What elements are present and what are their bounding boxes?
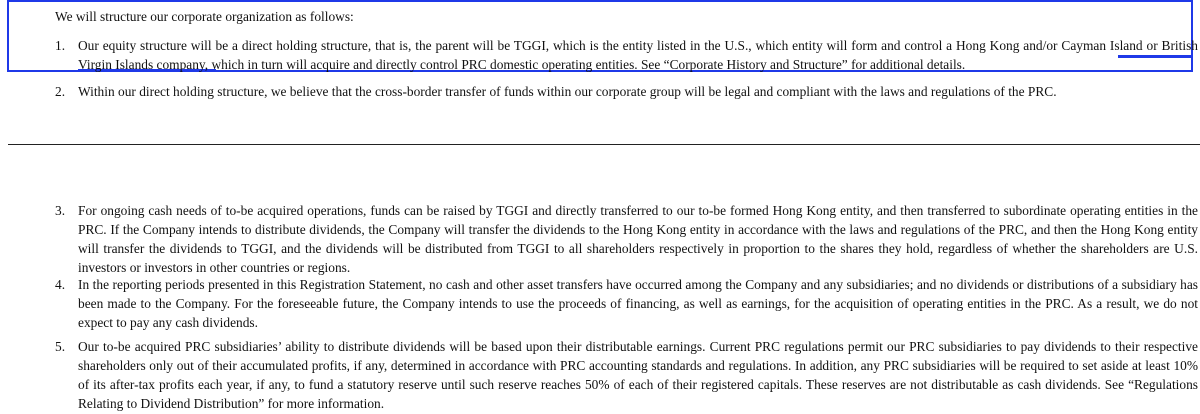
intro-text: We will structure our corporate organization as follows: bbox=[55, 9, 354, 24]
list-item-3 bbox=[55, 201, 1198, 277]
list-item-number: 4. bbox=[55, 277, 66, 292]
list-item-text: Within our direct holding structure, we believe that the cross-border transfer of funds within our corporate group will be legal and compliant with the laws and regulations of the PRC. bbox=[78, 84, 1057, 99]
list-item-text: In the reporting periods presented in this Registration Statement, no cash and other asset transfers have occurred among the Company and any subsidiaries; and no dividends or distributions of a subsidiary has been made to the Company. For the foreseeable future, the Company intends to use the proceeds of financing, as well as earnings, for the acquisition of operating entities in the PRC. As a result, we do not expect to pay any cash dividends. bbox=[78, 277, 1198, 330]
list-item-number: 2. bbox=[55, 84, 66, 99]
page-break-divider bbox=[8, 144, 1200, 145]
list-item-text: Our to-be acquired PRC subsidiaries’ ability to distribute dividends will be based upon their distributable earnings. Current PRC regulations permit our PRC subsidiaries to pay dividends to their respective shareholders only out of their accumulated profits, if any, determined in accordance with PRC accounting standards and regulations. In addition, any PRC subsidiaries will be required to set aside at least 10% of its after-tax profits each year, if any, to fund a statutory reserve until such reserve reaches 50% of each of their registered capitals. These reserves are not distributable as cash dividends. See “Regulations Relating to Dividend Distribution” for more information. bbox=[78, 339, 1198, 411]
list-item-2 bbox=[55, 82, 1198, 101]
list-item-4 bbox=[55, 275, 1198, 332]
list-item-number: 1. bbox=[55, 38, 66, 53]
list-item-number: 3. bbox=[55, 203, 66, 218]
list-item-text: For ongoing cash needs of to-be acquired operations, funds can be raised by TGGI and directly transferred to our to-be formed Hong Kong entity, and then transferred to subordinate operating entities in the PRC. If the Company intends to distribute dividends, the Company will transfer the dividends to the Hong Kong entity in accordance with the laws and regulations of the PRC, and then the Hong Kong entity will transfer the dividends to TGGI, and the dividends will be distributed from TGGI to all shareholders respectively in proportion to the shares they hold, regardless of whether the shareholders are U.S. investors or investors in other countries or regions. bbox=[78, 203, 1198, 275]
list-item-text: Our equity structure will be a direct holding structure, that is, the parent will be TGGI, which is the entity listed in the U.S., which entity will form and control a Hong Kong and/or Cayman Island or British Virgin Islands company, which in turn will acquire and directly control PRC domestic operating entities. See “Corporate History and Structure” for additional details. bbox=[78, 38, 1198, 72]
list-item-number: 5. bbox=[55, 339, 66, 354]
list-item-5 bbox=[55, 337, 1198, 413]
list-item-1 bbox=[55, 36, 1198, 74]
